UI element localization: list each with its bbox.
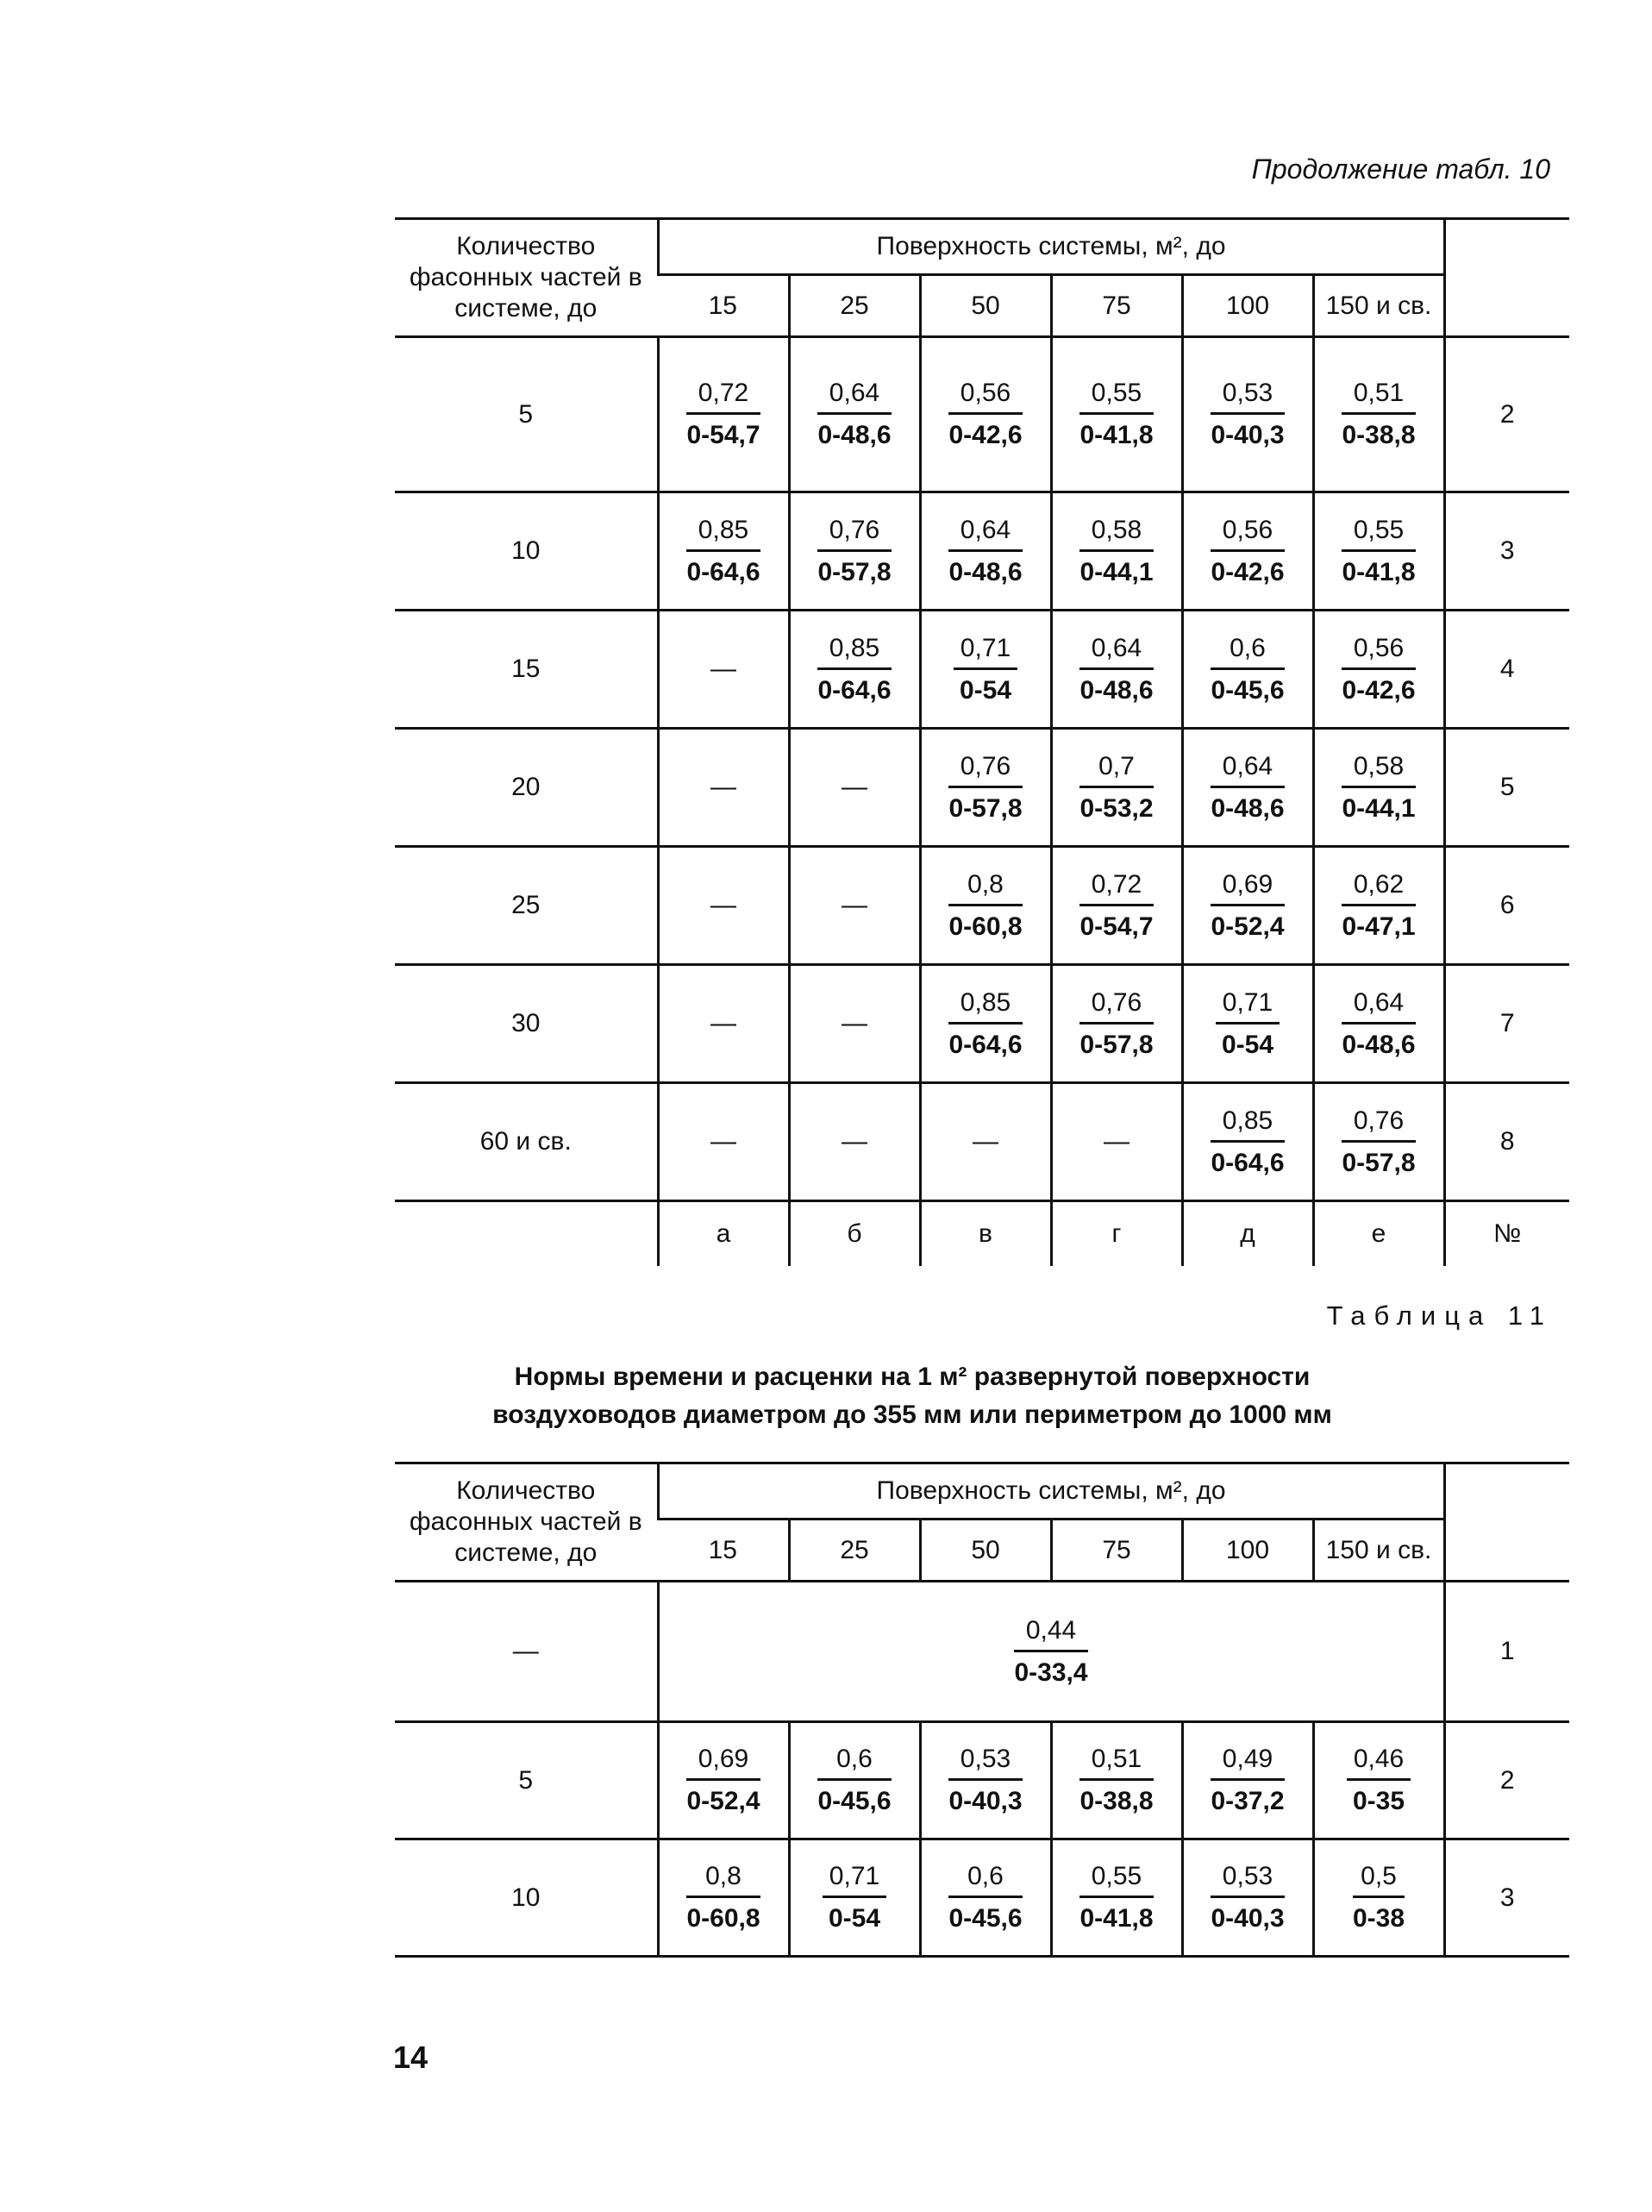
value-cell [920, 965, 1051, 1083]
fraction [1079, 987, 1153, 1061]
row-label: 20 [395, 729, 658, 847]
column-header: 15 [708, 291, 737, 320]
value-cell [920, 847, 1051, 965]
rate: 0-48,6 [1211, 793, 1285, 823]
value-cell [1182, 847, 1313, 965]
norm-time: 0,6 [948, 1861, 1022, 1898]
norm-time: 0,53 [1211, 378, 1284, 415]
value-cell [789, 492, 920, 611]
norm-time: 0,64 [1079, 633, 1153, 670]
norm-time: 0,85 [1211, 1106, 1284, 1143]
value-cell [658, 1083, 789, 1201]
table-11-caption: Таблица 11 [1326, 1300, 1553, 1331]
norm-time: 0,8 [948, 869, 1022, 906]
page-number: 14 [393, 2040, 429, 2075]
rate: 0-41,8 [1079, 1904, 1154, 1933]
value-cell [789, 729, 920, 847]
norm-time: 0,8 [686, 1861, 760, 1898]
value-cell [658, 1839, 789, 1957]
footer-letter: а [658, 1201, 789, 1266]
value-cell [1182, 1722, 1313, 1839]
fraction [1079, 378, 1153, 451]
rate: 0-48,6 [817, 421, 892, 449]
dash: — [710, 1009, 736, 1037]
row-label: — [395, 1582, 658, 1722]
fraction [686, 378, 760, 451]
norm-time: 0,69 [686, 1744, 760, 1781]
table-row [395, 1083, 1569, 1201]
header-no-empty [1444, 219, 1569, 337]
fraction [1211, 1744, 1284, 1817]
table-row [395, 611, 1569, 729]
footer-letter: д [1182, 1201, 1313, 1266]
norm-time: 0,85 [686, 515, 760, 552]
rate: 0-64,6 [948, 1030, 1023, 1059]
value-cell [658, 492, 789, 611]
rate: 0-41,8 [1342, 557, 1416, 586]
fraction [1079, 869, 1153, 943]
fraction [1079, 751, 1153, 824]
rate: 0-42,6 [1211, 557, 1285, 586]
rate: 0-54,7 [1079, 912, 1154, 941]
norm-time: 0,58 [1079, 515, 1153, 552]
norm-time: 0,55 [1079, 378, 1153, 415]
value-cell [920, 337, 1051, 492]
rate: 0-42,6 [1342, 675, 1416, 705]
fraction [1211, 633, 1284, 706]
rate: 0-57,8 [1079, 1030, 1154, 1059]
fraction [948, 1861, 1022, 1934]
row-number: 2 [1444, 1722, 1569, 1839]
row-label: 5 [395, 1722, 658, 1839]
table-row [395, 847, 1569, 965]
value-cell [1051, 492, 1182, 611]
value-cell [789, 847, 920, 965]
rate: 0-41,8 [1079, 421, 1154, 449]
value-cell [658, 965, 789, 1083]
continuation-label: Продолжение табл. 10 [1251, 154, 1550, 185]
value-cell [789, 337, 920, 492]
row-number: 6 [1444, 847, 1569, 965]
norm-time: 0,76 [817, 515, 891, 552]
value-cell [1313, 611, 1444, 729]
fraction [1211, 378, 1284, 451]
row-number: 3 [1444, 1839, 1569, 1957]
rate: 0-48,6 [948, 557, 1023, 586]
row-number: 1 [1444, 1582, 1569, 1722]
value-cell [1051, 729, 1182, 847]
value-cell [1313, 337, 1444, 492]
footer-empty [395, 1201, 658, 1266]
fraction [948, 751, 1022, 824]
value-cell [920, 1839, 1051, 1957]
fraction [1342, 751, 1415, 824]
rate: 0-45,6 [948, 1904, 1023, 1933]
norm-time: 0,55 [1342, 515, 1415, 552]
fraction [1211, 869, 1284, 943]
norm-time: 0,72 [1079, 869, 1153, 906]
row-number: 5 [1444, 729, 1569, 847]
row-number: 8 [1444, 1083, 1569, 1201]
value-cell [1313, 965, 1444, 1083]
table-row [395, 1839, 1569, 1957]
footer-letter: б [789, 1201, 920, 1266]
norm-time: 0,71 [823, 1861, 886, 1898]
dash: — [842, 891, 867, 919]
table-10 [395, 217, 1569, 1266]
rate: 0-44,1 [1079, 557, 1154, 586]
fraction [1079, 515, 1153, 588]
rate: 0-52,4 [1211, 912, 1285, 941]
rate: 0-53,2 [1079, 793, 1154, 823]
norm-time: 0,64 [1342, 987, 1415, 1025]
norm-time: 0,76 [948, 751, 1022, 788]
dash: — [842, 773, 867, 801]
table-11-title [395, 1358, 1430, 1434]
value-cell [920, 729, 1051, 847]
value-cell [1182, 337, 1313, 492]
fraction [1216, 987, 1280, 1061]
column-header: 100 [1182, 275, 1313, 337]
fraction [1211, 1106, 1284, 1179]
norm-time: 0,7 [1079, 751, 1153, 788]
column-header: 50 [920, 275, 1051, 337]
column-header: 150 и св. [1313, 275, 1444, 337]
column-header: 50 [920, 1520, 1051, 1582]
value-cell [1051, 1083, 1182, 1201]
norm-time: 0,71 [1216, 987, 1280, 1025]
rate: 0-44,1 [1342, 793, 1416, 823]
rate: 0-57,8 [817, 557, 892, 586]
rate: 0-35 [1352, 1787, 1405, 1815]
fraction [1342, 1106, 1415, 1179]
rate: 0-64,6 [1211, 1148, 1285, 1177]
fraction [1342, 633, 1415, 706]
value-cell [1182, 492, 1313, 611]
norm-time: 0,64 [1211, 751, 1284, 788]
fraction [1347, 1744, 1411, 1817]
fraction [1211, 751, 1284, 824]
rate: 0-47,1 [1342, 912, 1416, 941]
value-cell [920, 611, 1051, 729]
table-row [395, 492, 1569, 611]
fraction [817, 515, 891, 588]
fraction [948, 987, 1022, 1061]
rate: 0-45,6 [1211, 675, 1285, 705]
norm-time: 0,6 [1211, 633, 1284, 670]
dash: — [1104, 1127, 1129, 1156]
value-cell [658, 1722, 789, 1839]
table-row [395, 965, 1569, 1083]
value-cell [789, 611, 920, 729]
dash: — [973, 1127, 998, 1156]
norm-time: 0,71 [954, 633, 1017, 670]
norm-time: 0,69 [1211, 869, 1284, 906]
fraction [954, 633, 1017, 706]
value-cell [658, 611, 789, 729]
value-cell [1051, 1839, 1182, 1957]
rate: 0-57,8 [1342, 1148, 1416, 1177]
rate: 0-38,8 [1079, 1787, 1154, 1815]
footer-letter: е [1313, 1201, 1444, 1266]
fraction [817, 1744, 891, 1817]
rate: 0-45,6 [817, 1787, 892, 1815]
rate: 0-42,6 [948, 421, 1023, 449]
rate: 0-48,6 [1079, 675, 1154, 705]
value-cell [1182, 1839, 1313, 1957]
value-cell [1313, 1839, 1444, 1957]
fraction [948, 515, 1022, 588]
row-label: 10 [395, 1839, 658, 1957]
fraction [823, 1861, 886, 1934]
row-label: 15 [395, 611, 658, 729]
rate: 0-48,6 [1342, 1030, 1416, 1059]
rate: 0-40,3 [1211, 421, 1285, 449]
norm-time: 0,76 [1342, 1106, 1415, 1143]
value-cell [1313, 1083, 1444, 1201]
value-cell [1182, 729, 1313, 847]
header-surface-group: Поверхность системы, м², до [658, 1463, 1444, 1520]
dash: — [710, 1127, 736, 1156]
norm-time: 0,64 [817, 378, 891, 415]
row-label: 25 [395, 847, 658, 965]
value-cell [1313, 729, 1444, 847]
value-cell [789, 1083, 920, 1201]
rate: 0-40,3 [948, 1787, 1023, 1815]
column-header: 15 [708, 1535, 737, 1564]
norm-time: 0,53 [1211, 1861, 1284, 1898]
table-row [395, 729, 1569, 847]
fraction [1342, 378, 1415, 451]
fraction [1342, 987, 1415, 1061]
fraction [1211, 515, 1284, 588]
fraction [817, 378, 891, 451]
rate: 0-33,4 [1014, 1657, 1088, 1687]
norm-time: 0,6 [817, 1744, 891, 1781]
norm-time: 0,46 [1347, 1744, 1411, 1781]
value-cell [1313, 1722, 1444, 1839]
rate: 0-38,8 [1342, 421, 1416, 449]
fraction [1079, 633, 1153, 706]
norm-time: 0,62 [1342, 869, 1415, 906]
row-label: 10 [395, 492, 658, 611]
value-cell [920, 1083, 1051, 1201]
rate: 0-40,3 [1211, 1904, 1285, 1933]
value-cell [1051, 847, 1182, 965]
dash: — [710, 655, 736, 683]
row-number: 2 [1444, 337, 1569, 492]
footer-letter: в [920, 1201, 1051, 1266]
fraction [1014, 1615, 1087, 1689]
norm-time: 0,85 [948, 987, 1022, 1025]
fraction [948, 378, 1022, 451]
value-cell [658, 847, 789, 965]
row-label: 30 [395, 965, 658, 1083]
column-header: 25 [789, 1520, 920, 1582]
fraction [1079, 1861, 1153, 1934]
row-number: 3 [1444, 492, 1569, 611]
rate: 0-54 [1221, 1030, 1274, 1059]
fraction [686, 515, 760, 588]
value-cell [1313, 847, 1444, 965]
fraction [948, 869, 1022, 943]
norm-time: 0,5 [1353, 1861, 1405, 1898]
row-label: 60 и св. [395, 1083, 658, 1201]
value-cell [658, 729, 789, 847]
value-cell [1313, 492, 1444, 611]
value-cell [1051, 965, 1182, 1083]
value-cell [1182, 611, 1313, 729]
norm-time: 0,58 [1342, 751, 1415, 788]
rate: 0-54 [828, 1904, 881, 1933]
dash: — [842, 1127, 867, 1156]
row-number: 7 [1444, 965, 1569, 1083]
norm-time: 0,55 [1079, 1861, 1153, 1898]
fraction [686, 1744, 760, 1817]
norm-time: 0,51 [1342, 378, 1415, 415]
fraction [1342, 515, 1415, 588]
fraction [686, 1861, 760, 1934]
column-header: 100 [1182, 1520, 1313, 1582]
rate: 0-54 [959, 675, 1012, 705]
norm-time: 0,56 [1342, 633, 1415, 670]
fraction [1211, 1861, 1284, 1934]
value-cell [920, 492, 1051, 611]
rate: 0-64,6 [817, 675, 892, 705]
row-label: 5 [395, 337, 658, 492]
rate: 0-52,4 [686, 1787, 760, 1815]
dash: — [710, 891, 736, 919]
value-cell [1051, 611, 1182, 729]
rate: 0-60,8 [686, 1904, 760, 1933]
fraction [948, 1744, 1022, 1817]
table-row [395, 1722, 1569, 1839]
value-cell [1182, 1083, 1313, 1201]
table-11-title-line2: воздуховодов диаметром до 355 мм или периметром до 1000 мм [492, 1401, 1332, 1429]
norm-time: 0,51 [1079, 1744, 1153, 1781]
header-surface-group: Поверхность системы, м², до [658, 219, 1444, 275]
footer-letter: г [1051, 1201, 1182, 1266]
dash: — [842, 1009, 867, 1037]
table-11-title-line1: Нормы времени и расценки на 1 м² развернутой поверхности [514, 1363, 1311, 1391]
footer-no: № [1444, 1201, 1569, 1266]
value-cell [1051, 337, 1182, 492]
value-cell [1182, 965, 1313, 1083]
norm-time: 0,49 [1211, 1744, 1284, 1781]
header-no-empty [1444, 1463, 1569, 1582]
dash: — [710, 773, 736, 801]
norm-time: 0,56 [1211, 515, 1284, 552]
fraction [1079, 1744, 1153, 1817]
column-header: 75 [1051, 275, 1182, 337]
norm-time: 0,76 [1079, 987, 1153, 1025]
rate: 0-64,6 [686, 557, 760, 586]
rate: 0-54,7 [686, 421, 760, 449]
fraction [1342, 869, 1415, 943]
rate: 0-37,2 [1211, 1787, 1285, 1815]
header-fittings-count: Количество фасонных частей в системе, до [395, 219, 658, 337]
header-fittings-count: Количество фасонных частей в системе, до [395, 1463, 658, 1582]
table-row [395, 337, 1569, 492]
value-cell [920, 1722, 1051, 1839]
merged-value-cell [658, 1582, 1444, 1722]
column-header: 75 [1051, 1520, 1182, 1582]
norm-time: 0,53 [948, 1744, 1022, 1781]
value-cell [789, 1722, 920, 1839]
value-cell [1051, 1722, 1182, 1839]
column-header: 25 [789, 275, 920, 337]
value-cell [789, 965, 920, 1083]
norm-time: 0,56 [948, 378, 1022, 415]
value-cell [658, 337, 789, 492]
value-cell [789, 1839, 920, 1957]
column-header: 150 и св. [1313, 1520, 1444, 1582]
norm-time: 0,72 [686, 378, 760, 415]
rate: 0-38 [1352, 1904, 1405, 1933]
norm-time: 0,64 [948, 515, 1022, 552]
fraction [817, 633, 891, 706]
fraction [1353, 1861, 1405, 1934]
row-number: 4 [1444, 611, 1569, 729]
rate: 0-57,8 [948, 793, 1023, 823]
rate: 0-60,8 [948, 912, 1023, 941]
table-11 [395, 1462, 1569, 1958]
norm-time: 0,44 [1014, 1615, 1087, 1652]
norm-time: 0,85 [817, 633, 891, 670]
